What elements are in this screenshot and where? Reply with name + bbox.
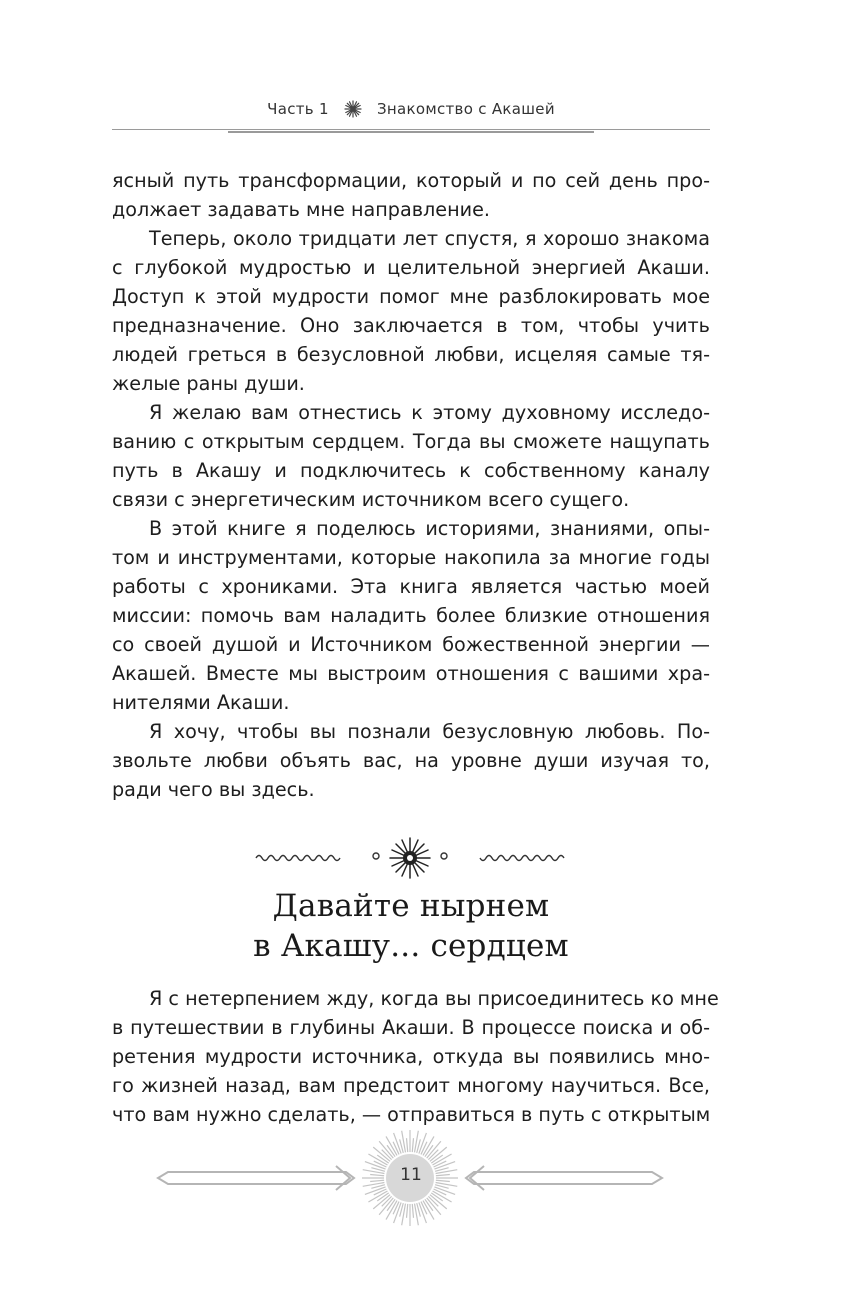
text-line: предназначение. Оно заключается в том, чтобы учить — [112, 314, 710, 337]
text-line: Теперь, около тридцати лет спустя, я хорошо знакома — [149, 227, 710, 250]
running-head-chapter: Знакомство с Акашей — [377, 100, 555, 118]
paragraph — [112, 224, 710, 398]
text-line: звольте любви объять вас, на уровне души изучая то, — [112, 749, 710, 772]
text-line: миссии: помочь вам наладить более близкие отношения — [112, 604, 710, 627]
text-line: желые раны души. — [112, 372, 305, 395]
text-line: в путешествии в глубины Акаши. В процессе поиска и об- — [112, 1016, 710, 1039]
section-title — [112, 886, 710, 966]
text-line: Я хочу, чтобы вы познали безусловную любовь. По- — [149, 720, 710, 743]
text-line: нителями Акаши. — [112, 691, 290, 714]
paragraph — [112, 984, 719, 1129]
text-line: ретения мудрости источника, откуда вы появились мно- — [112, 1045, 710, 1068]
text-line: го жизней назад, вам предстоит многому научиться. Все, — [112, 1074, 710, 1097]
paragraph — [112, 166, 710, 224]
running-head-part: Часть 1 — [267, 100, 329, 118]
text-line: том и инструментами, которые накопила за многие годы — [112, 546, 710, 569]
header-rule — [112, 129, 710, 130]
text-line: должает задавать мне направление. — [112, 198, 491, 221]
sun-wave-ornament-icon — [250, 836, 570, 880]
section-title-line: в Акашу... сердцем — [253, 928, 569, 964]
text-line: Акашей. Вместе мы выстроим отношения с вашими хра- — [112, 662, 710, 685]
text-line: работы с хрониками. Эта книга является частью моей — [112, 575, 710, 598]
text-line: путь в Акашу и подключитесь к собственному каналу — [112, 459, 710, 482]
star-burst-icon — [344, 100, 362, 118]
text-line: связи с энергетическим источником всего сущего. — [112, 488, 630, 511]
text-line: ванию с открытым сердцем. Тогда вы сможете нащупать — [112, 430, 710, 453]
text-line: что вам нужно сделать, — отправиться в путь с открытым — [112, 1103, 711, 1126]
text-line: Я с нетерпением жду, когда вы присоединитесь ко мне — [149, 987, 719, 1010]
text-line: В этой книге я поделюсь историями, знаниями, опы- — [149, 517, 710, 540]
text-line: Я желаю вам отнестись к этому духовному исследо- — [149, 401, 710, 424]
text-line: людей греться в безусловной любви, исцеляя самые тя- — [112, 343, 710, 366]
text-line: ради чего вы здесь. — [112, 778, 315, 801]
body-text-lower — [112, 984, 719, 1129]
running-head — [112, 100, 710, 118]
section-title-line: Давайте нырнем — [272, 888, 550, 924]
paragraph — [112, 717, 710, 804]
paragraph — [112, 514, 710, 717]
page-number: 11 — [400, 1165, 422, 1185]
header-rule-accent — [228, 131, 594, 133]
text-line: Доступ к этой мудрости помог мне разблокировать мое — [112, 285, 710, 308]
text-line: ясный путь трансформации, который и по сей день про- — [112, 169, 710, 192]
body-text-upper — [112, 166, 710, 804]
text-line: со своей душой и Источником божественной энергии — — [112, 633, 710, 656]
paragraph — [112, 398, 710, 514]
text-line: с глубокой мудростью и целительной энергией Акаши. — [112, 256, 710, 279]
